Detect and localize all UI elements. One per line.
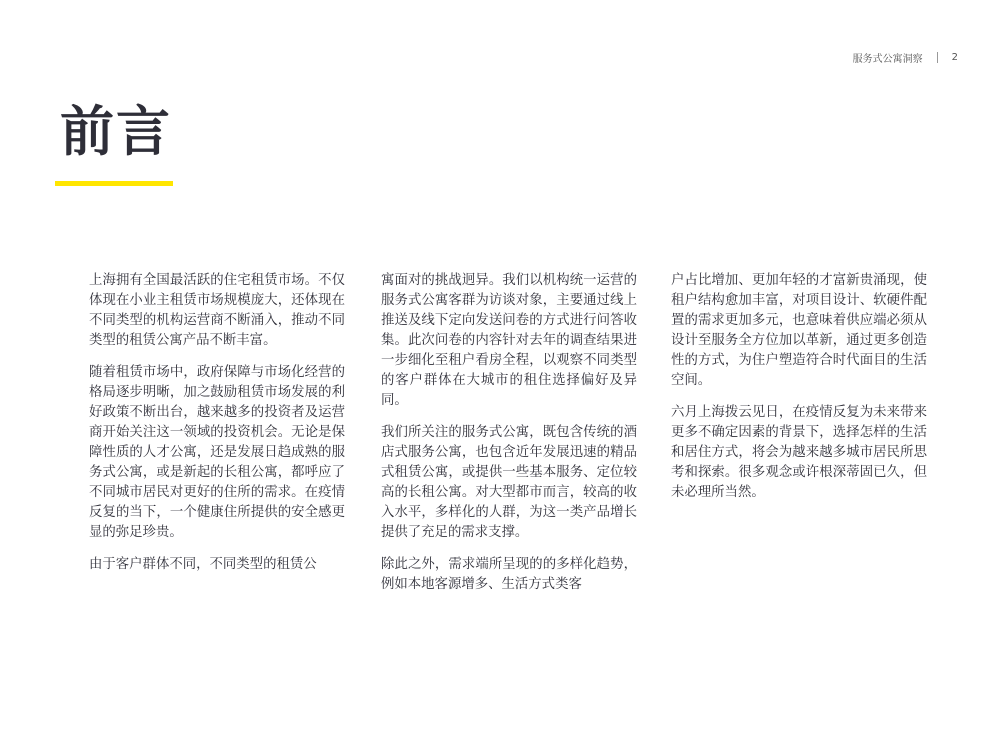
page-number: 2 xyxy=(951,52,958,63)
paragraph: 除此之外，需求端所呈现的的多样化趋势，例如本地客源增多、生活方式类客 xyxy=(381,557,637,592)
paragraph: 我们所关注的服务式公寓，既包含传统的酒店式服务公寓，也包含近年发展迅速的精品式租赁公寓，或提供一些基本服务、定位较高的长租公寓。对大型都市而言，较高的收入水平，多样化的人群，为这一类产品增长提供了充足的需求支撑。 xyxy=(381,425,637,540)
header-divider xyxy=(937,52,938,63)
text-column-2 xyxy=(381,271,637,607)
paragraph: 寓面对的挑战迥异。我们以机构统一运营的服务式公寓客群为访谈对象，主要通过线上推送及线下定向发送问卷的方式进行问答收集。此次问卷的内容针对去年的调查结果进一步细化至租户看房全程，以观察不同类型的客户群体在大城市的租住选择偏好及异同。 xyxy=(381,273,637,408)
text-column-3 xyxy=(671,271,927,515)
paragraph: 六月上海拨云见日，在疫情反复为未来带来更多不确定因素的背景下，选择怎样的生活和居住方式，将会为越来越多城市居民所思考和探索。很多观念或许根深蒂固已久，但未必理所当然。 xyxy=(671,405,927,500)
page-header xyxy=(853,50,958,65)
title-underline xyxy=(55,181,173,186)
paragraph: 由于客户群体不同，不同类型的租赁公 xyxy=(89,557,317,572)
paragraph: 上海拥有全国最活跃的住宅租赁市场。不仅体现在小业主租赁市场规模庞大，还体现在不同类型的机构运营商不断涌入，推动不同类型的租赁公寓产品不断丰富。 xyxy=(89,273,345,348)
page-title: 前言 xyxy=(60,100,172,163)
text-column-1 xyxy=(89,271,345,587)
paragraph: 户占比增加、更加年轻的才富新贵涌现，使租户结构愈加丰富，对项目设计、软硬件配置的需求更加多元，也意味着供应端必须从设计至服务全方位加以革新，通过更多创造性的方式，为住户塑造符合时代面目的生活空间。 xyxy=(671,273,927,388)
paragraph: 随着租赁市场中，政府保障与市场化经营的格局逐步明晰，加之鼓励租赁市场发展的利好政策不断出台，越来越多的投资者及运营商开始关注这一领域的投资机会。无论是保障性质的人才公寓，还是发展日趋成熟的服务式公寓，或是新起的长租公寓，都呼应了不同城市居民对更好的住所的需求。在疫情反复的当下，一个健康住所提供的安全感更显的弥足珍贵。 xyxy=(89,365,345,540)
section-label: 服务式公寓洞察 xyxy=(852,54,923,65)
